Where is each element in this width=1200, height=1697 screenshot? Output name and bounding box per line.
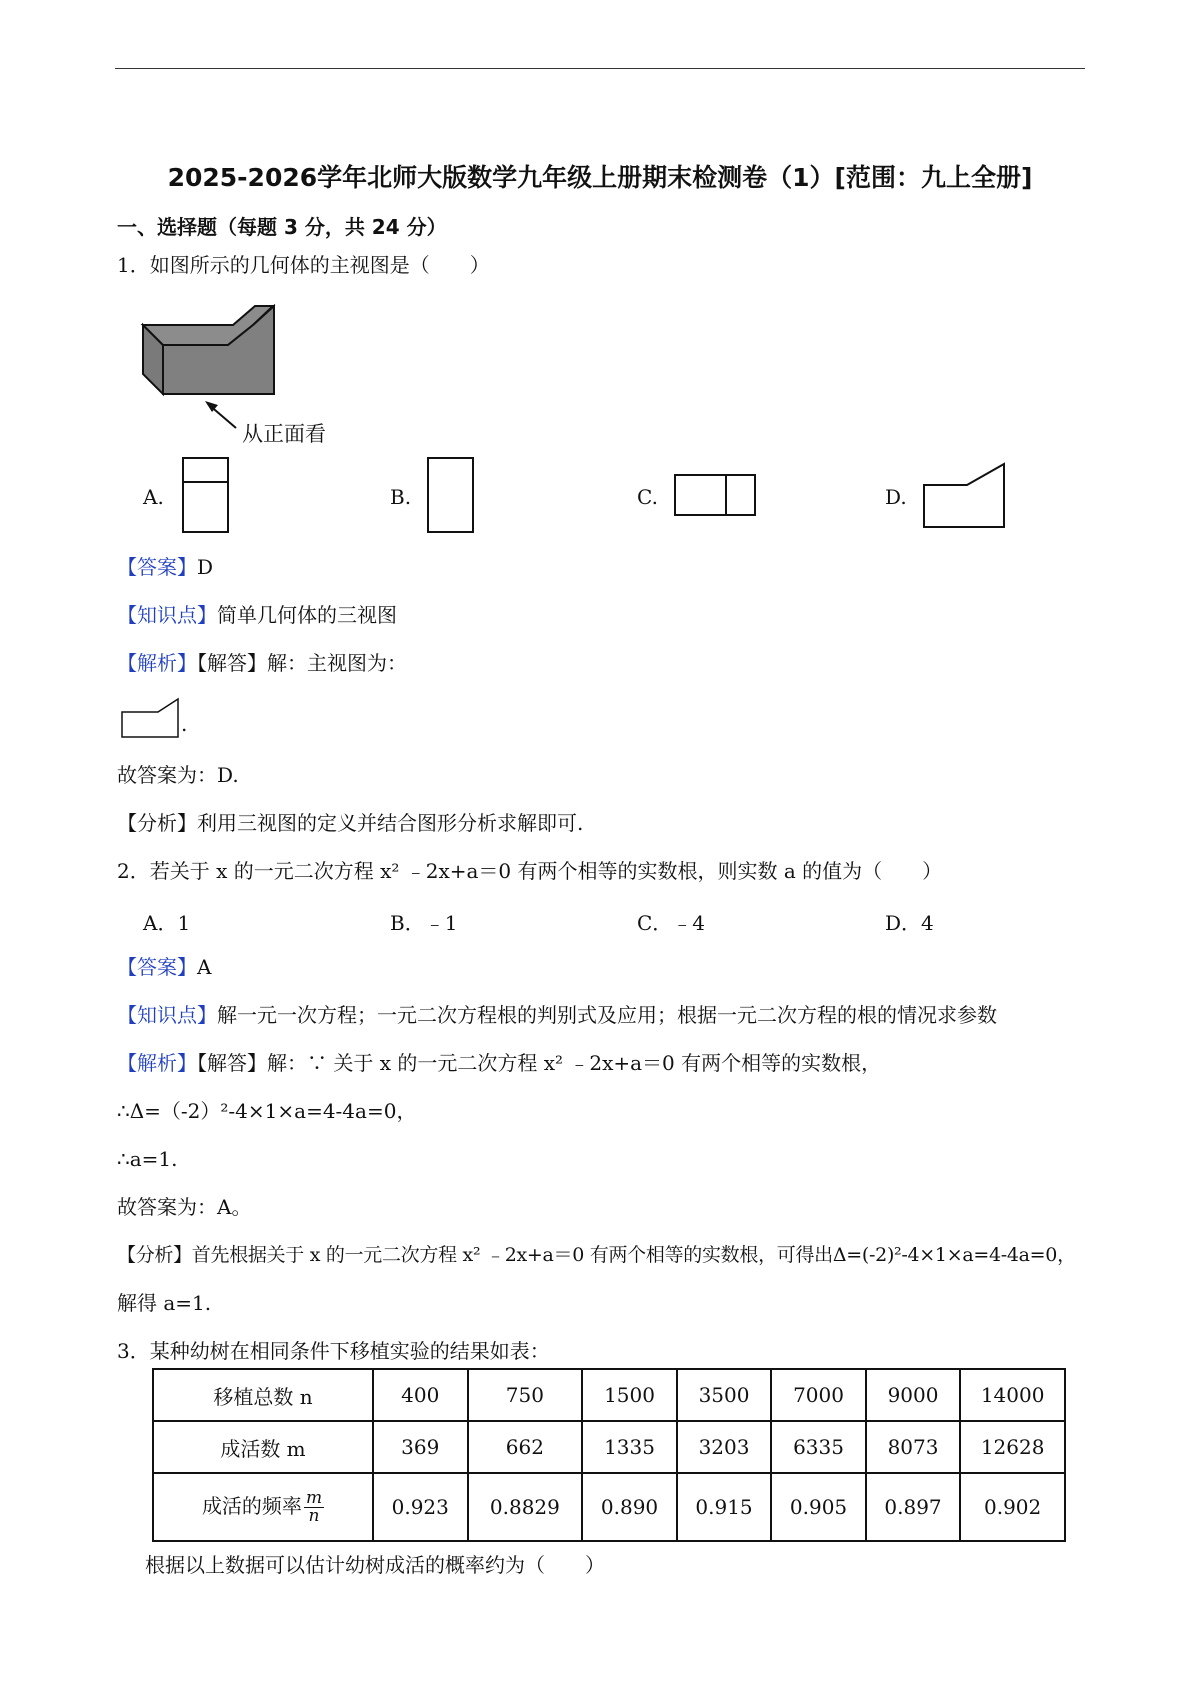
table-cell: 0.897 xyxy=(866,1473,961,1541)
answer-value: A xyxy=(197,955,212,979)
q2-conclusion: 故答案为：A。 xyxy=(117,1195,252,1219)
q2-fenxi-line2: 解得 a=1. xyxy=(117,1291,212,1315)
q1-option-b[interactable]: B. xyxy=(390,485,412,509)
knowledge-tag: 【知识点】 xyxy=(117,603,217,627)
q1-option-d[interactable]: D. xyxy=(885,485,907,509)
q1-stem: 1．如图所示的几何体的主视图是（ ） xyxy=(117,253,490,277)
table-cell: 0.905 xyxy=(771,1473,866,1541)
transplant-table xyxy=(152,1368,1066,1542)
analysis-tag: 【解析】 xyxy=(117,1051,197,1075)
table-row xyxy=(153,1473,1065,1541)
q3-stem: 3．某种幼树在相同条件下移植实验的结果如表： xyxy=(117,1339,550,1363)
table-cell: 400 xyxy=(373,1369,468,1421)
fraction-m-over-n xyxy=(304,1487,324,1526)
table-cell: 3500 xyxy=(677,1369,772,1421)
knowledge-text: 简单几何体的三视图 xyxy=(217,603,397,627)
row-header xyxy=(153,1473,373,1541)
q3-question: 根据以上数据可以估计幼树成活的概率约为（ ） xyxy=(145,1553,605,1577)
answer-tag: 【答案】 xyxy=(117,955,197,979)
table-cell: 0.915 xyxy=(677,1473,772,1541)
knowledge-text: 解一元一次方程；一元二次方程根的判别式及应用；根据一元二次方程的根的情况求参数 xyxy=(217,1003,997,1027)
q2-stem: 2．若关于 x 的一元二次方程 x² ﹣2x+a＝0 有两个相等的实数根，则实数 a 的值为（ ） xyxy=(117,859,943,883)
q2-step2: ∴a=1. xyxy=(117,1147,178,1171)
analysis-text: 【解答】解：∵ 关于 x 的一元二次方程 x² ﹣2x+a＝0 有两个相等的实数根， xyxy=(197,1051,882,1075)
q1-knowledge xyxy=(117,603,397,627)
q2-analysis xyxy=(117,1051,881,1075)
answer-value: D xyxy=(197,555,214,579)
table-cell: 1335 xyxy=(582,1421,677,1473)
q1-option-c[interactable]: C. xyxy=(637,485,658,509)
row-header-label: 成活的频率 xyxy=(201,1493,302,1518)
table-cell: 3203 xyxy=(677,1421,772,1473)
analysis-tag: 【解析】 xyxy=(117,651,197,675)
table-cell: 0.8829 xyxy=(468,1473,583,1541)
q1-answer xyxy=(117,555,213,579)
q2-step1: ∴Δ=（-2）²-4×1×a=4-4a=0， xyxy=(117,1099,417,1123)
q2-knowledge xyxy=(117,1003,997,1027)
section-heading: 一、选择题（每题 3 分，共 24 分） xyxy=(117,215,447,239)
q2-fenxi-line1: 【分析】首先根据关于 x 的一元二次方程 x² ﹣2x+a＝0 有两个相等的实数根，可得出Δ=(-2)²-4×1×a=4-4a=0， xyxy=(117,1244,1076,1266)
answer-figure-period: . xyxy=(181,712,188,736)
q2-option-d[interactable]: D．4 xyxy=(885,911,934,935)
table-cell: 1500 xyxy=(582,1369,677,1421)
analysis-text: 【解答】解：主视图为： xyxy=(197,651,407,675)
table-cell: 369 xyxy=(373,1421,468,1473)
knowledge-tag: 【知识点】 xyxy=(117,1003,217,1027)
q1-fenxi: 【分析】利用三视图的定义并结合图形分析求解即可. xyxy=(117,811,584,835)
table-cell: 14000 xyxy=(960,1369,1065,1421)
q2-answer xyxy=(117,955,211,979)
table-cell: 750 xyxy=(468,1369,583,1421)
row-header: 移植总数 n xyxy=(153,1369,373,1421)
table-cell: 7000 xyxy=(771,1369,866,1421)
table-cell: 0.902 xyxy=(960,1473,1065,1541)
table-cell: 12628 xyxy=(960,1421,1065,1473)
fraction-numerator: m xyxy=(305,1487,323,1508)
table-cell: 8073 xyxy=(866,1421,961,1473)
table-cell: 6335 xyxy=(771,1421,866,1473)
q2-option-c[interactable]: C．﹣4 xyxy=(637,911,706,935)
q1-analysis xyxy=(117,651,407,675)
page-title: 2025-2026学年北师大版数学九年级上册期末检测卷（1）[范围：九上全册] xyxy=(167,163,1033,192)
q2-option-b[interactable]: B．﹣1 xyxy=(390,911,458,935)
fraction-denominator: n xyxy=(308,1505,320,1526)
header-rule xyxy=(115,68,1085,69)
view-label: 从正面看 xyxy=(242,422,326,446)
q1-conclusion: 故答案为：D. xyxy=(117,763,239,787)
table-cell: 9000 xyxy=(866,1369,961,1421)
table-row xyxy=(153,1421,1065,1473)
table-row xyxy=(153,1369,1065,1421)
row-header: 成活数 m xyxy=(153,1421,373,1473)
table-cell: 0.890 xyxy=(582,1473,677,1541)
q1-option-a[interactable]: A. xyxy=(143,485,164,509)
answer-tag: 【答案】 xyxy=(117,555,197,579)
answer-figure xyxy=(0,0,1,1)
table-cell: 0.923 xyxy=(373,1473,468,1541)
q2-option-a[interactable]: A．1 xyxy=(143,911,191,935)
table-cell: 662 xyxy=(468,1421,583,1473)
